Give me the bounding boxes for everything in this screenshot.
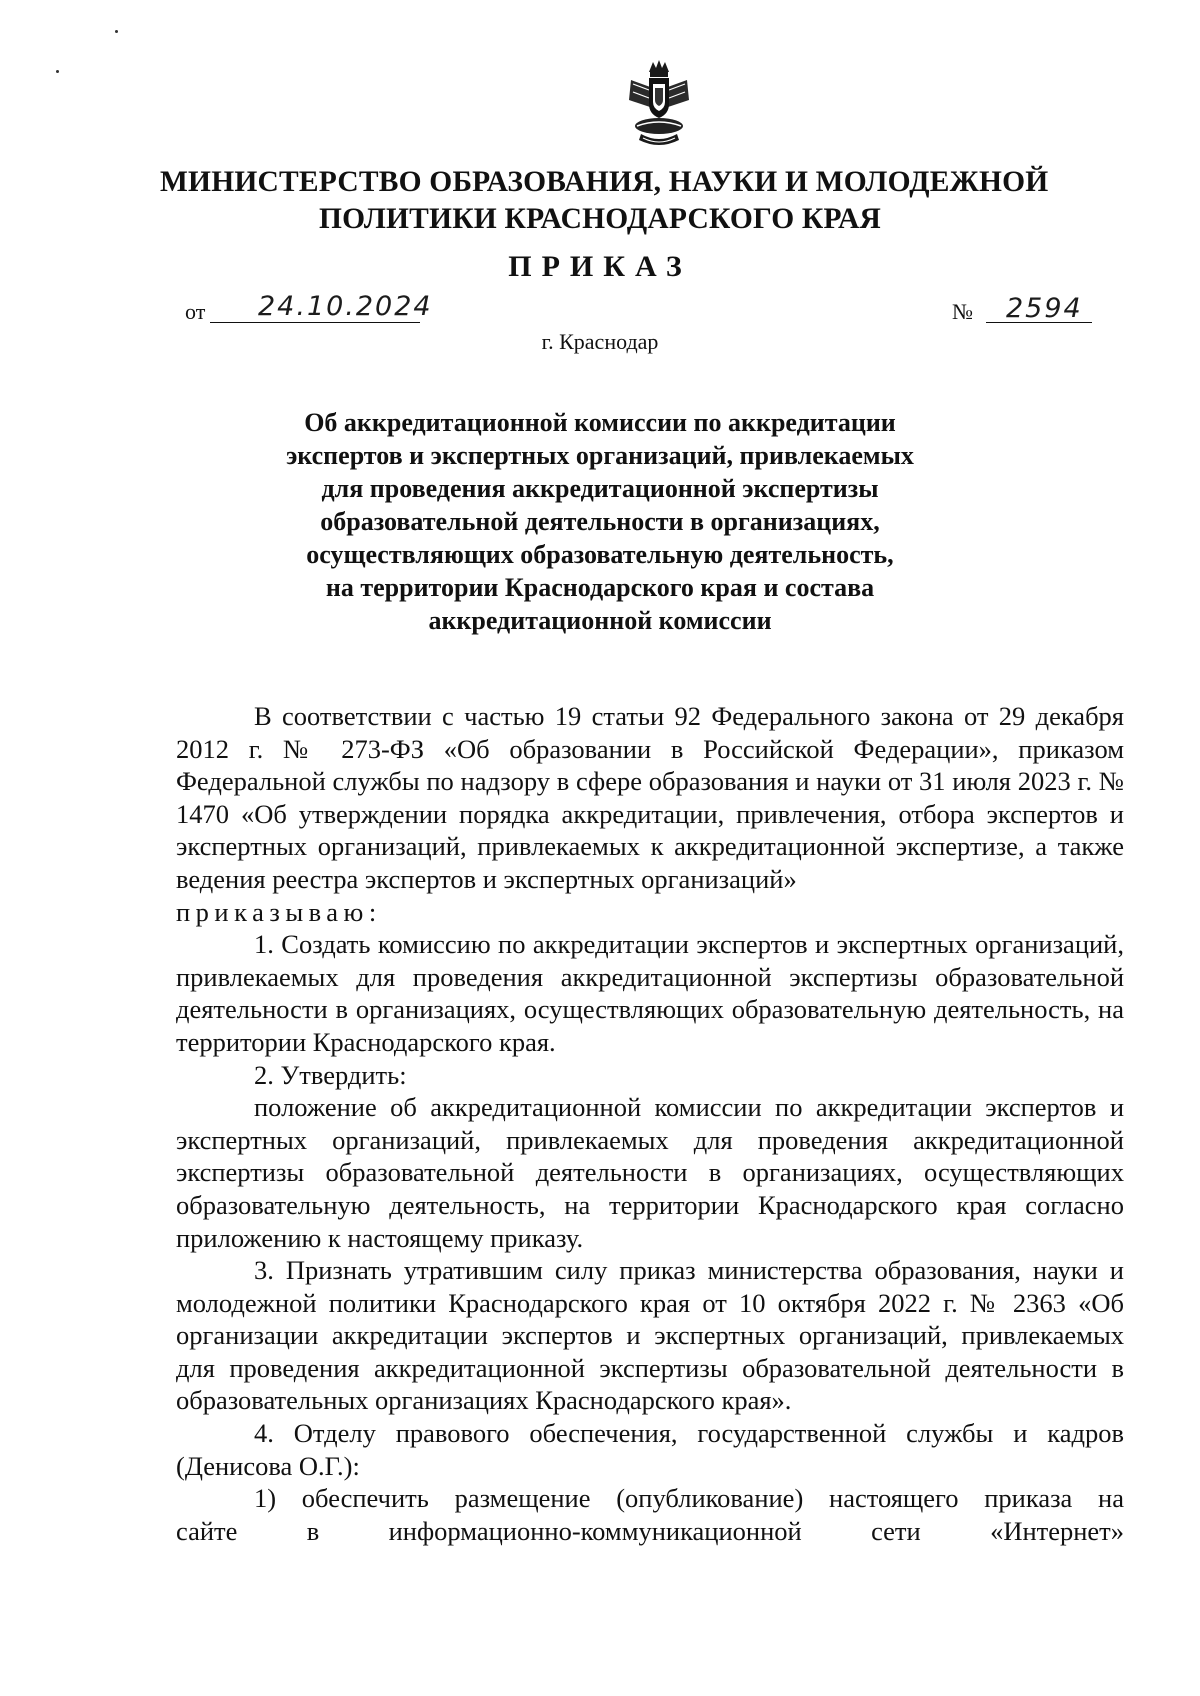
city: г. Краснодар bbox=[541, 329, 659, 354]
number-handwritten: 2594 bbox=[1006, 293, 1083, 324]
ministry-title-line1: МИНИСТЕРСТВО ОБРАЗОВАНИЯ, НАУКИ И МОЛОДЕЖНОЙ bbox=[160, 166, 1049, 198]
item-1: 1. Создать комиссию по аккредитации экспертов и экспертных организаций, привлекаемых для проведения аккредитационной экспертизы образовательной деятельности в организациях, осуществляющих образовательную деятельность, на территории Краснодарского края. bbox=[176, 929, 1124, 1057]
item-2-heading: 2. Утвердить: bbox=[254, 1059, 407, 1090]
item-4-1-first-line: 1) обеспечить размещение (опубликование) настоящего приказа на bbox=[254, 1483, 1124, 1514]
date-handwritten: 24.10.2024 bbox=[258, 291, 433, 322]
subject-line: экспертов и экспертных организаций, привлекаемых bbox=[286, 441, 914, 470]
number-label: № bbox=[952, 299, 973, 324]
order-word: приказываю: bbox=[176, 896, 382, 927]
preamble: В соответствии с частью 19 статьи 92 Федерального закона от 29 декабря 2012 г. № 273-ФЗ «Об образовании в Российской Федерации», приказом Федеральной службы по надзору в сфере образования и науки от 31 июля 2023 г. № 1470 «Об утверждении порядка аккредитации, привлечения, отбора экспертов и экспертных организаций, привлекаемых к аккредитационной экспертизе, а также ведения реестра экспертов и экспертных организаций» bbox=[176, 701, 1124, 894]
order-subject bbox=[220, 406, 980, 637]
item-2-text: положение об аккредитационной комиссии по аккредитации экспертов и экспертных организаций, привлекаемых для проведения аккредитационной экспертизы образовательной деятельности в организациях, осуществляющих образовательную деятельность, на территории Краснодарского края согласно приложению к настоящему приказу. bbox=[176, 1092, 1124, 1253]
subject-line: на территории Краснодарского края и состава bbox=[325, 573, 875, 602]
scan-speck bbox=[56, 70, 59, 73]
subject-line: образовательной деятельности в организациях, bbox=[320, 507, 880, 536]
last-line-word: «Интернет» bbox=[990, 1515, 1124, 1546]
item-4: 4. Отделу правового обеспечения, государственной службы и кадров (Денисова О.Г.): bbox=[176, 1418, 1124, 1481]
scan-speck bbox=[115, 30, 118, 33]
item-4-1-last-line bbox=[176, 1515, 1124, 1548]
last-line-word: сети bbox=[871, 1515, 921, 1546]
document-type: ПРИКАЗ bbox=[508, 250, 692, 283]
subject-line: осуществляющих образовательную деятельность, bbox=[306, 540, 894, 569]
last-line-word: сайте bbox=[176, 1515, 238, 1546]
coat-of-arms-icon bbox=[623, 58, 695, 150]
subject-line: для проведения аккредитационной экспертизы bbox=[321, 474, 879, 503]
subject-line: аккредитационной комиссии bbox=[428, 606, 772, 635]
date-underline bbox=[210, 322, 420, 323]
ministry-title-line2: ПОЛИТИКИ КРАСНОДАРСКОГО КРАЯ bbox=[319, 203, 881, 235]
subject-line: Об аккредитационной комиссии по аккредитации bbox=[304, 408, 896, 437]
ministry-title bbox=[160, 164, 1049, 238]
item-3: 3. Признать утратившим силу приказ министерства образования, науки и молодежной политики Краснодарского края от 10 октября 2022 г. № 2363 «Об организации аккредитации экспертов и экспертных организаций, привлекаемых для проведения аккредитационной экспертизы образовательной деятельности в образовательных организациях Краснодарского края». bbox=[176, 1255, 1124, 1416]
last-line-word: в bbox=[306, 1515, 320, 1546]
last-line-word: информационно-коммуникационной bbox=[388, 1515, 802, 1546]
date-label: от bbox=[185, 299, 206, 324]
order-body bbox=[176, 700, 1124, 1547]
